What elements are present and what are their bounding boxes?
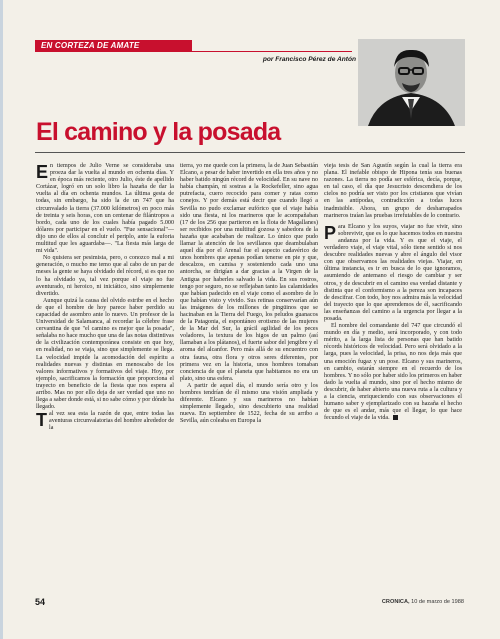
headline-rule — [35, 152, 465, 153]
end-mark — [393, 415, 398, 420]
headline: El camino y la posada — [36, 118, 281, 146]
paragraph: vieja tesis de San Agustín según la cual la tierra era plana. El inefable obispo de Hipona tenía sus buenas razones. La tierra no podía ser esférica, decía, porque, en tal caso, el día que Jesucristo descendiera de los cielos no podría ser visto por los cristianos que vivían en las antípodas, contradicción a todas luces inadmisible. Ahora, un grupo de desharrapados marineros traían las pruebas irrefutables de lo contrario. — [324, 163, 462, 219]
paragraph: No quisiera ser pesimista, pero, o conozco mal a mi generación, o mucho me temo que al cabo de un par de meses la gente se haya olvidado del récord, si es que no lo ha olvidado ya, tal vez porque el viaje no fue aventurado, ni heroico, ni iniciático, sino simplemente divertido. — [36, 255, 174, 297]
paragraph: En tiempos de Julio Verne se consideraba una proeza dar la vuelta al mundo en ochenta días. Y en época más reciente, otro Julio, éste de apellido Cortázar, logró en un solo libro la hazaña de dar la vuelta al día en ochenta mundos. La última gesta de todas, sin embargo, ha sido la de un 747 que ha circunvalado la tierra (37.000 kilómetros) en poco más de treinta y seis horas, con un centenar de filántropos a bordo, cada uno de los cuales había pagado 5.000 dólares por participar en el vuelo. "Fue sensacional"—dijo uno de ellos al concluir el periplo, ante la euforia multitud que les aguardaba—. "La fiesta más larga de mi vida". — [36, 162, 174, 255]
drop-cap: E — [36, 162, 49, 182]
drop-cap: T — [36, 410, 47, 431]
author-photo — [358, 39, 465, 126]
byline: por Francisco Pérez de Antón — [262, 56, 356, 63]
page-edge-marker — [0, 0, 3, 639]
footer-magazine: CRONICA, — [381, 599, 410, 605]
paragraph: A partir de aquel día, el mundo sería otro y los hombres tendrían de él mismo una visión ampliada y diferente. Elcano y sus marineros no habían simplemente llegado, sino descubierto una realidad nueva. En septiembre de 1522, fecha de su arribo a Sevilla, aún coleaba en Europa la — [180, 382, 318, 425]
section-label: EN CORTEZA DE AMATE — [35, 40, 192, 52]
footer-date: 10 de marzo de 1988 — [411, 599, 464, 605]
paragraph: El nombre del comandante del 747 que circundó el mundo en día y medio, será incorporado, y con todo mérito, a la larga lista de personas que han batido récords históricos de velocidad. Pero será olvidado a la larga, pues la velocidad, la prisa, no nos deja más que una emoción fugaz y un pose. Elcano y sus marineros, en cambio, estarán siempre en el recuerdo de los hombres. Y no sólo por haber sido los primeros en haber dado la vuelta al mundo, sino por el hecho mismo de descubrir, de haber abierto una nueva ruta a la cultura y a la ciencia, enriqueciendo con sus observaciones el humano saber y ejemplarizado con su hazaña el hecho de que es el andar, más que el llegar, lo que hace fecundo el viaje de la vida. — [324, 323, 462, 422]
paragraph: Para Elcano y los suyos, viajar no fue vivir, sino sobrevivir, que es lo que hacemos todos en nuestra andanza por la vida. Y es que el viaje, el verdadero viaje, el viaje vital, sólo tiene sentido si nos descubre realidades nuevas y abre el ángulo del visor con que observamos las realidades viejas. Viajar, en última instancia, es ir en busca de lo que ignoramos, asumiendo de antemano el riesgo de cambiar y ser otros, y de descubrir en el camino esa verdad distante y distinta que el conformismo a la pereza son incapaces de descifrar. Con todo, hoy nos admira más la velocidad del trayecto que lo que aprendemos de él, sacrificando las enseñanzas del camino a la urgencia por llegar a la posada. — [324, 222, 462, 322]
drop-cap: P — [324, 222, 337, 243]
article-column-2 — [180, 163, 318, 425]
paragraph: tierra, yo me quede con la primera, la de Juan Sebastián Elcano, a pesar de haber invertido en ella tres años y no haber batido ningún récord de velocidad. En su nave no había champán, ni sostras a la Rockefeller, sino agua putrefacta, cuero recocido para comer y ratas como conejos. Y por demás está decir que cuando llegó a Sevilla no pudo exclamar eufórico que el viaje había sido una fiesta, ni los marineros que le acompañaban (17 de los 256 que partieron en la flota de Magallanes) ser recibidos por una multitud gozosa y sabedora de la hazaña que acababan de realizar. Lo único que pudo llamar la atención de los sevillanos que deambulaban aquel día por el Arenal fue el aspecto cadavérico de unos hombres que apenas podían tenerse en pie y que, descalzos, en camisa y sosteniendo cada uno una antorcha, se dirigían a dar gracias a la Virgen de la Antigua por haberles salvado la vida. En sus rostros, tengo por seguro, no se reflejaban tanto las calamidades que habían padecido en el viaje como el asombro de lo que habían visto y vivido. Sus retinas conservarían aún las imágenes de los millones de pingüinos que se hacinaban en la Tierra del Fuego, los peludos guanacos de la Patagonia, el espontáneo erotismo de las mujeres de la Mar del Sur, la grácil agilidad de los peces voladores, la textura de los higos de un palmo (así llamaban a los plátanos), el fuerte sabor del jengibre y el aroma del alcanfor. Pero más allá de su encuentro con otra fauna, otra flora y otros seres diferentes, por primera vez en la historia, unos hombres tomaban conciencia de que el planeta que habitamos no era un plato, sino una esfera. — [180, 163, 318, 382]
article-column-1 — [36, 163, 174, 433]
article-column-3 — [324, 163, 462, 422]
page-number: 54 — [35, 597, 46, 607]
paragraph: Aunque quizá la causa del olvido estribe en el hecho de que el hombre de hoy parece haber perdido su capacidad de asombro ante lo nuevo. Un profesor de la Universidad de Salamanca, al recordar la célebre frase cervantina de que "el camino es mejor que la posada", señalaba no hace mucho que una de las notas distintivas de la civilización contemporánea consiste en que hoy, en realidad, no se viaja, sino que simplemente se llega. La velocidad impide la acomodación del espíritu a realidades nuevas y distintas en menoscabo de los valores informativos y formativos del viaje. Hoy, por ejemplo, sacrificamos la formación que proporciona el trayecto en beneficio de la fiesta que nos espera al arribo. Mas no por ello deja de ser verdad que uno no llega a saber donde está, si no sabe cómo y por dónde ha llegado. — [36, 297, 174, 411]
footer — [382, 599, 464, 605]
section-rule — [192, 51, 352, 52]
paragraph: Tal vez sea esta la razón de que, entre todas las aventuras circunvalatorias del hombre alrededor de la — [36, 410, 174, 432]
